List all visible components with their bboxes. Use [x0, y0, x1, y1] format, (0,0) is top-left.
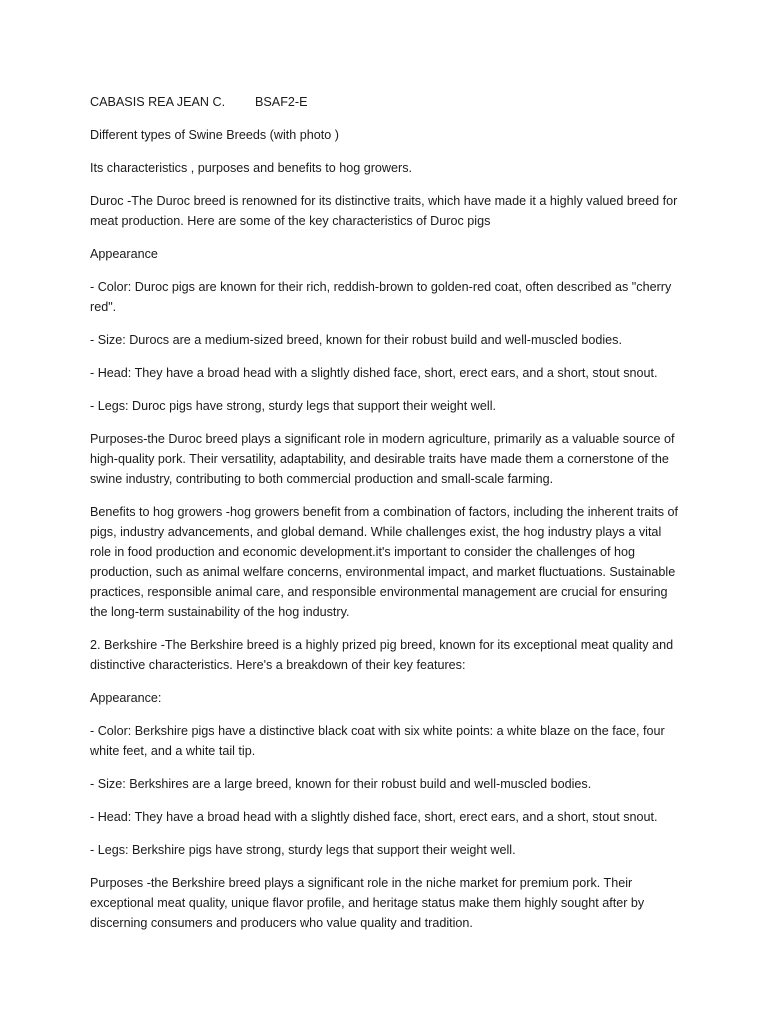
berkshire-intro: 2. Berkshire -The Berkshire breed is a highly prized pig breed, known for its exceptional meat quality and distinctive characteristics. Here's a breakdown of their key features: [90, 638, 674, 672]
class-section: BSAF2-E [255, 95, 308, 109]
duroc-intro: Duroc -The Duroc breed is renowned for its distinctive traits, which have made it a highly valued breed for meat production. Here are some of the key characteristics of Duroc pigs [90, 194, 678, 228]
berkshire-size: - Size: Berkshires are a large breed, known for their robust build and well-muscled bodies. [90, 777, 592, 791]
duroc-purposes: Purposes-the Duroc breed plays a significant role in modern agriculture, primarily as a valuable source of high-quality pork. Their versatility, adaptability, and desirable traits have made them a cornerstone of the swine industry, contributing to both commercial production and small-scale farming. [90, 432, 675, 486]
document-subtitle: Its characteristics , purposes and benefits to hog growers. [90, 161, 413, 175]
duroc-benefits: Benefits to hog growers -hog growers benefit from a combination of factors, including the inherent traits of pigs, industry advancements, and global demand. While challenges exist, the hog industry plays a vital role in food production and economic development.it's important to consider the challenges of hog production, such as animal welfare concerns, environmental impact, and market fluctuations. Sustainable practices, responsible animal care, and responsible environmental management are crucial for ensuring the long-term sustainability of the hog industry. [90, 505, 679, 619]
document-title: Different types of Swine Breeds (with photo ) [90, 128, 339, 142]
berkshire-head: - Head: They have a broad head with a slightly dished face, short, erect ears, and a short, stout snout. [90, 810, 658, 824]
duroc-legs: - Legs: Duroc pigs have strong, sturdy legs that support their weight well. [90, 399, 497, 413]
berkshire-purposes: Purposes -the Berkshire breed plays a significant role in the niche market for premium pork. Their exceptional meat quality, unique flavor profile, and heritage status make them highly sought after by discerning consumers and producers who value quality and tradition. [90, 876, 645, 930]
author-header [90, 92, 680, 112]
duroc-size: - Size: Durocs are a medium-sized breed, known for their robust build and well-muscled bodies. [90, 333, 622, 347]
berkshire-appearance-heading: Appearance: [90, 691, 162, 705]
duroc-head: - Head: They have a broad head with a slightly dished face, short, erect ears, and a short, stout snout. [90, 366, 658, 380]
berkshire-legs: - Legs: Berkshire pigs have strong, sturdy legs that support their weight well. [90, 843, 516, 857]
author-name: CABASIS REA JEAN C. [90, 95, 226, 109]
duroc-color: - Color: Duroc pigs are known for their rich, reddish-brown to golden-red coat, often described as "cherry red". [90, 280, 672, 314]
berkshire-color: - Color: Berkshire pigs have a distinctive black coat with six white points: a white blaze on the face, four white feet, and a white tail tip. [90, 724, 665, 758]
document-body [90, 92, 680, 946]
duroc-appearance-heading: Appearance [90, 247, 158, 261]
